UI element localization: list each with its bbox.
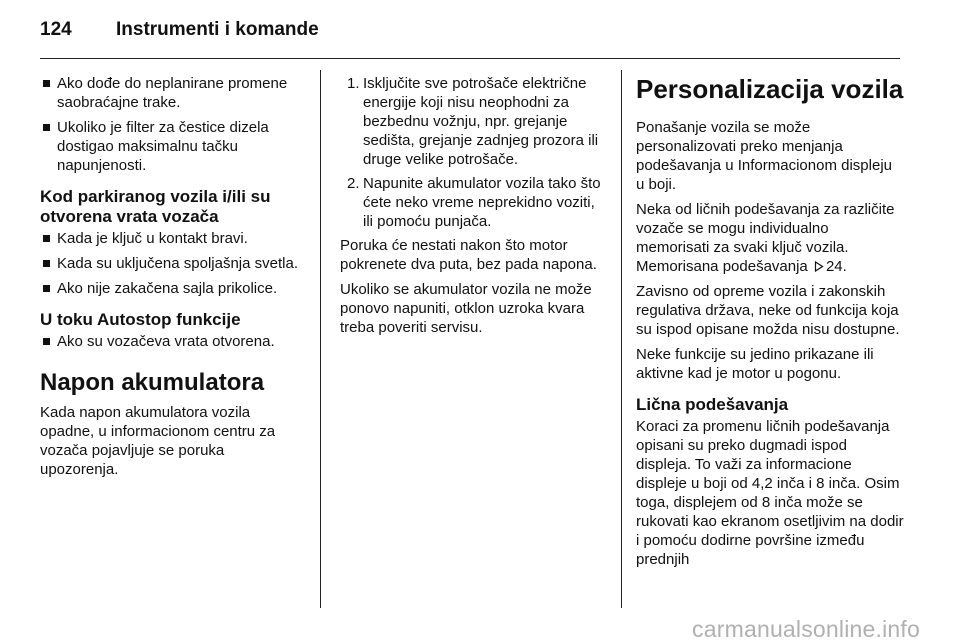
- step-number: 1.: [347, 75, 360, 92]
- heading-autostop: U toku Autostop funkcije: [40, 310, 241, 329]
- column-2: [340, 74, 604, 343]
- paragraph: Ponašanje vozila se može personalizovati preko menjanja podešavanja u Informacionom displeju u boji.: [636, 119, 892, 193]
- page-reference-icon: [814, 261, 824, 272]
- column-3: [636, 74, 904, 575]
- step-text: Napunite akumulator vozila tako što ćete neko vreme neprekidno voziti, ili pomoću punjača.: [363, 175, 601, 230]
- page-number: 124: [40, 19, 72, 40]
- page-header: [40, 18, 319, 42]
- paragraph-text: Neka od ličnih podešavanja za različite vozače se mogu individualno memorisati za svaki ključ vozila. Memorisana podešavanja: [636, 201, 895, 275]
- list-item: [340, 174, 604, 231]
- paragraph: Ukoliko se akumulator vozila ne može ponovo napuniti, otklon uzroka kvara treba poveriti servisu.: [340, 281, 592, 336]
- header-rule: [40, 58, 900, 59]
- page-title: Instrumenti i komande: [116, 19, 319, 40]
- list-item: Kada je ključ u kontakt bravi.: [40, 229, 302, 248]
- heading-parked: Kod parkiranog vozila i/ili su otvorena vrata vozača: [40, 187, 271, 226]
- paragraph: Poruka će nestati nakon što motor pokrenete dva puta, bez pada napona.: [340, 237, 597, 273]
- list-item: Ako nije zakačena sajla prikolice.: [40, 279, 302, 298]
- step-number: 2.: [347, 175, 360, 192]
- watermark: carmanualsonline.info: [692, 616, 920, 642]
- paragraph: Zavisno od opreme vozila i zakonskih regulativa država, neke od funkcija koja su ispod opisane možda nisu dostupne.: [636, 283, 900, 338]
- list-item: Ako dođe do neplanirane promene saobraćajne trake.: [40, 74, 302, 112]
- heading-battery: Napon akumulatora: [40, 369, 265, 396]
- paragraph: [636, 200, 904, 276]
- step-text: Isključite sve potrošače električne energije koji nisu neophodni za bezbednu vožnju, npr. grejanje sedišta, grejanje zadnjeg prozora ili druge velike potrošače.: [363, 75, 599, 168]
- list-item: Ako su vozačeva vrata otvorena.: [40, 332, 302, 351]
- list-item: Ukoliko je filter za čestice dizela dostigao maksimalnu tačku napunjenosti.: [40, 118, 302, 175]
- paragraph: Neke funkcije su jedino prikazane ili aktivne kad je motor u pogonu.: [636, 346, 874, 382]
- heading-personalization: Personalizacija vozila: [636, 74, 904, 104]
- paragraph: Kada napon akumulatora vozila opadne, u informacionom centru za vozača pojavljuje se poruka upozorenja.: [40, 404, 276, 478]
- column-1: [40, 74, 302, 485]
- list-item: Kada su uključena spoljašnja svetla.: [40, 254, 302, 273]
- column-divider-2: [621, 70, 622, 608]
- paragraph: Koraci za promenu ličnih podešavanja opisani su preko dugmadi ispod displeja. To važi za informacione displeje u boji od 4,2 inča i 8 inča. Osim toga, displejem od 8 inča može se rukovati kao ekranom osetljivim na dodir i pomoću dodirne površine između prednjih: [636, 418, 904, 568]
- list-item: [340, 74, 604, 169]
- column-divider-1: [320, 70, 321, 608]
- page-reference[interactable]: 24.: [825, 258, 847, 275]
- heading-personal-settings: Lična podešavanja: [636, 395, 789, 414]
